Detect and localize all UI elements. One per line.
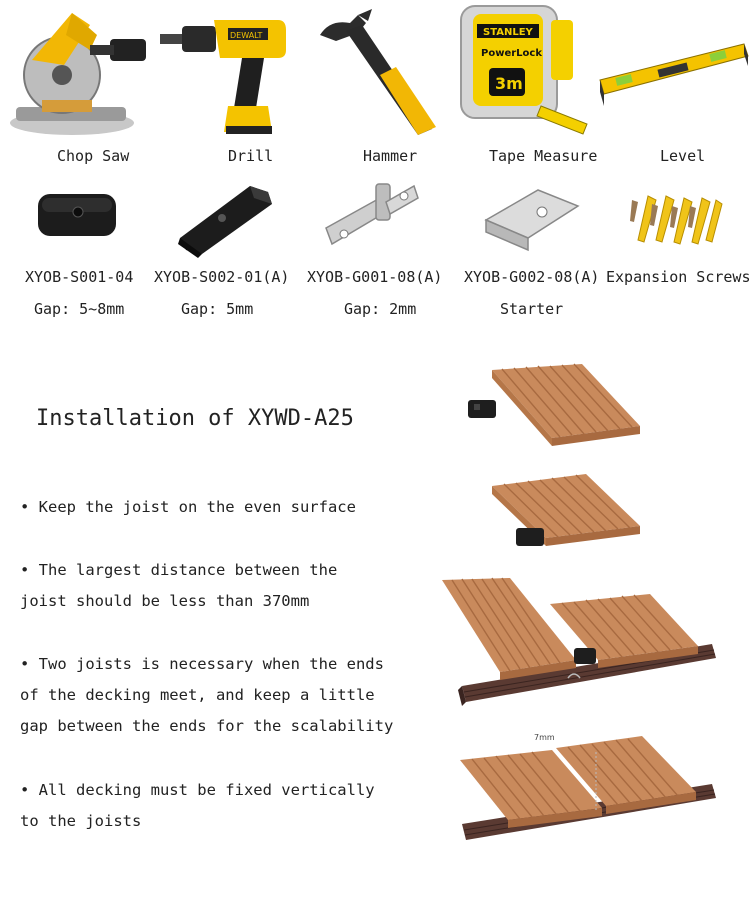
hammer-icon: [300, 5, 450, 145]
accessory-code-s002: XYOB-S002-01(A): [154, 268, 290, 286]
tool-label-tape-measure: Tape Measure: [489, 147, 598, 165]
page-title: Installation of XYWD-A25: [36, 406, 354, 431]
accessory-code-screws: Expansion Screws: [606, 268, 750, 286]
accessory-code-s001: XYOB-S001-04: [25, 268, 134, 286]
install-step-3-diagram: [440, 574, 722, 710]
tool-label-hammer: Hammer: [363, 147, 418, 165]
clip-g001-icon: [320, 178, 420, 258]
tape-measure-icon: [455, 0, 595, 140]
drill-brand: DEWALT: [230, 31, 263, 40]
tool-label-level: Level: [660, 147, 706, 165]
drill-icon: [160, 8, 290, 140]
clip-s002-icon: [176, 178, 276, 258]
tape-brand: STANLEY: [483, 27, 533, 38]
accessory-detail-g001: Gap: 2mm: [344, 300, 417, 318]
accessory-code-g002: XYOB-G002-08(A): [464, 268, 600, 286]
instruction-2: • The largest distance between the joist should be less than 370mm: [20, 561, 338, 610]
chop-saw-icon: [2, 5, 152, 140]
tape-length: 3m: [495, 74, 523, 93]
install-step-4-diagram: [456, 728, 722, 846]
diagram-gap-label: 7mm: [534, 733, 555, 742]
instruction-3: • Two joists is necessary when the ends of the decking meet, and keep a little gap between the ends for the scalability: [20, 655, 394, 735]
instruction-1: • Keep the joist on the even surface: [20, 498, 356, 516]
accessory-detail-s001: Gap: 5~8mm: [34, 300, 125, 318]
install-step-1-diagram: [462, 360, 647, 455]
tool-label-drill: Drill: [228, 147, 274, 165]
starter-clip-icon: [482, 180, 582, 250]
accessory-detail-g002: Starter: [500, 300, 564, 318]
clip-s001-icon: [36, 190, 120, 242]
install-step-2-diagram: [486, 472, 646, 552]
tool-label-chop-saw: Chop Saw: [57, 147, 130, 165]
level-icon: [598, 40, 748, 110]
expansion-screws-icon: [624, 192, 724, 248]
instruction-4: • All decking must be fixed vertically to the joists: [20, 781, 375, 830]
accessory-code-g001: XYOB-G001-08(A): [307, 268, 443, 286]
tape-model: PowerLock: [481, 48, 542, 59]
accessory-detail-s002: Gap: 5mm: [181, 300, 254, 318]
